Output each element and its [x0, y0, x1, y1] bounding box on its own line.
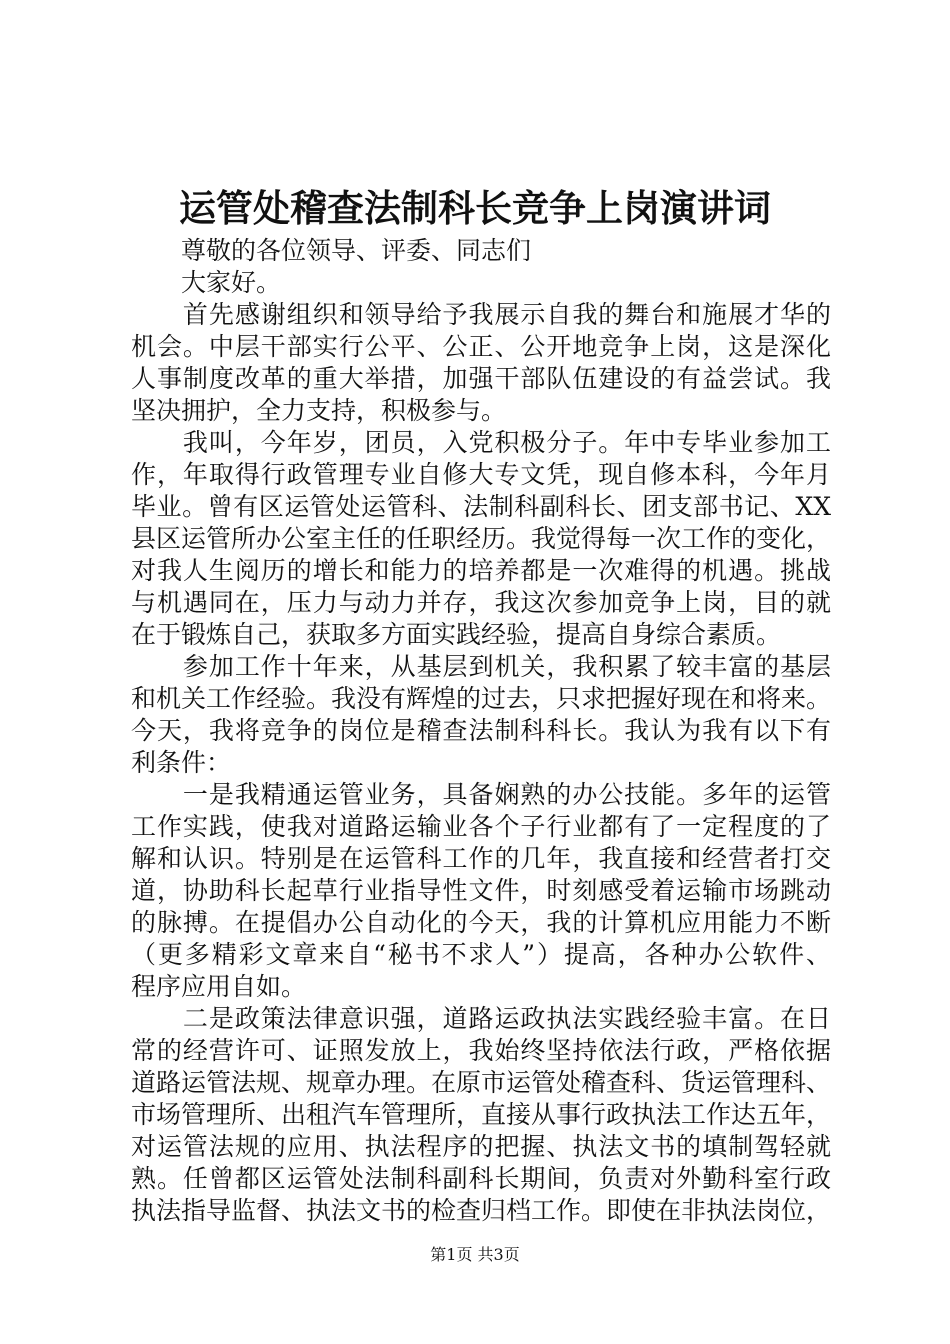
body-line: 机会。中层干部实行公平、公正、公开地竞争上岗，这是深化: [131, 332, 831, 361]
body-line: 的脉搏。在提倡办公自动化的今天，我的计算机应用能力不断: [131, 908, 831, 937]
body-line: 对我人生阅历的增长和能力的培养都是一次难得的机遇。挑战: [131, 556, 831, 585]
body-line: 二是政策法律意识强，道路运政执法实践经验丰富。在日: [131, 1004, 831, 1033]
body-line: 常的经营许可、证照发放上，我始终坚持依法行政，严格依据: [131, 1036, 831, 1065]
document-body: [131, 235, 831, 1227]
body-line: 毕业。曾有区运管处运管科、法制科副科长、团支部书记、XX: [131, 492, 831, 521]
body-line: 熟。任曾都区运管处法制科副科长期间，负责对外勤科室行政: [131, 1164, 831, 1193]
body-line: 利条件：: [131, 748, 232, 777]
body-line: 尊敬的各位领导、评委、同志们: [131, 236, 532, 265]
body-line: 人事制度改革的重大举措，加强干部队伍建设的有益尝试。我: [131, 364, 831, 393]
body-line: 解和认识。特别是在运管科工作的几年，我直接和经营者打交: [131, 844, 831, 873]
body-line: 县区运管所办公室主任的任职经历。我觉得每一次工作的变化，: [131, 524, 832, 553]
body-line: 道，协助科长起草行业指导性文件，时刻感受着运输市场跳动: [131, 876, 831, 905]
body-line: 对运管法规的应用、执法程序的把握、执法文书的填制驾轻就: [131, 1132, 831, 1161]
body-line: （更多精彩文章来自“秘书不求人”）提高，各种办公软件、: [131, 940, 831, 969]
body-line: 坚决拥护，全力支持，积极参与。: [131, 396, 507, 425]
body-line: 我叫，今年岁，团员，入党积极分子。年中专毕业参加工: [131, 428, 831, 457]
body-line: 市场管理所、出租汽车管理所，直接从事行政执法工作达五年，: [131, 1100, 832, 1129]
body-line: 作，年取得行政管理专业自修大专文凭，现自修本科，今年月: [131, 460, 831, 489]
body-line: 工作实践，使我对道路运输业各个子行业都有了一定程度的了: [131, 812, 831, 841]
body-line: 与机遇同在，压力与动力并存，我这次参加竞争上岗，目的就: [131, 588, 831, 617]
page-footer: 第1页 共3页: [430, 1245, 520, 1264]
body-line: 大家好。: [131, 268, 282, 297]
body-line: 参加工作十年来，从基层到机关，我积累了较丰富的基层: [131, 652, 831, 681]
body-line: 今天，我将竞争的岗位是稽查法制科科长。我认为我有以下有: [131, 716, 831, 745]
body-line: 在于锻炼自己，获取多方面实践经验，提高自身综合素质。: [131, 620, 782, 649]
body-line: 道路运管法规、规章办理。在原市运管处稽查科、货运管理科、: [131, 1068, 832, 1097]
body-line: 首先感谢组织和领导给予我展示自我的舞台和施展才华的: [131, 300, 831, 329]
body-line: 和机关工作经验。我没有辉煌的过去，只求把握好现在和将来。: [131, 684, 832, 713]
document-title: 运管处稽查法制科长竞争上岗演讲词: [179, 186, 771, 230]
body-line: 执法指导监督、执法文书的检查归档工作。即使在非执法岗位，: [131, 1196, 832, 1225]
body-line: 程序应用自如。: [131, 972, 307, 1001]
body-line: 一是我精通运管业务，具备娴熟的办公技能。多年的运管: [131, 780, 831, 809]
